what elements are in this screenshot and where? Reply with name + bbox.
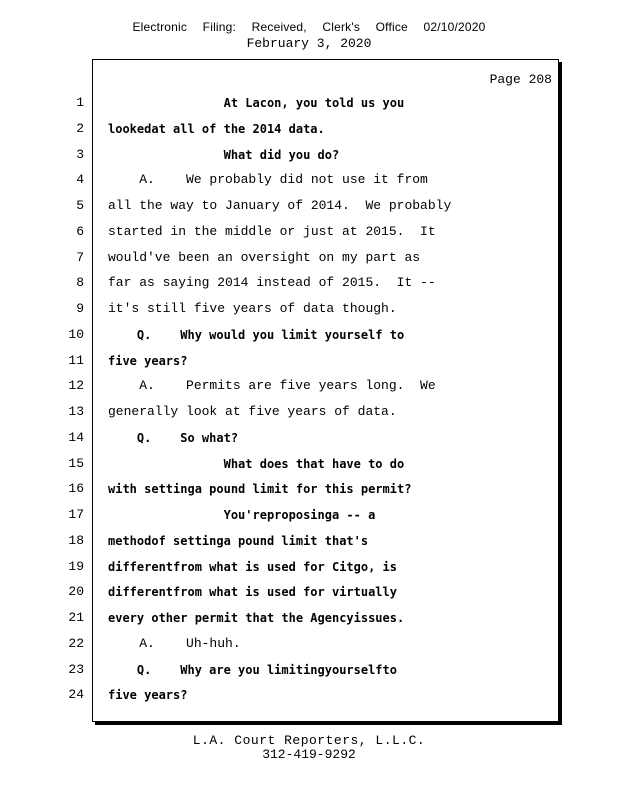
line-text: You'reproposinga -- a — [108, 508, 376, 522]
line-number: 17 — [68, 507, 84, 522]
line-number: 1 — [76, 95, 84, 110]
filing-stamp — [0, 20, 618, 34]
line-text: every other permit that the Agencyissues. — [108, 611, 405, 625]
line-text: started in the middle or just at 2015. It — [108, 224, 436, 239]
line-number: 7 — [76, 250, 84, 265]
line-text: Q. Why would you limit yourself to — [108, 328, 405, 342]
line-text: five years? — [108, 688, 188, 702]
page-number: Page 208 — [489, 72, 552, 87]
line-text: five years? — [108, 354, 188, 368]
transcript-date: February 3, 2020 — [246, 36, 372, 51]
line-number: 4 — [76, 172, 84, 187]
line-number: 21 — [68, 610, 84, 625]
line-number: 5 — [76, 198, 84, 213]
line-text: A. Uh-huh. — [108, 636, 241, 651]
line-number: 14 — [68, 430, 84, 445]
line-text: What does that have to do — [108, 457, 405, 471]
line-text: with settinga pound limit for this permit? — [108, 482, 412, 496]
line-text: differentfrom what is used for virtually — [108, 585, 397, 599]
line-number: 23 — [68, 662, 84, 677]
filing-word-1: Electronic — [132, 20, 188, 34]
filing-word-4: Clerk's — [322, 20, 361, 34]
line-number: 15 — [68, 456, 84, 471]
line-text: Q. So what? — [108, 431, 239, 445]
reporter-company: L.A. Court Reporters, L.L.C. — [192, 733, 426, 748]
line-number: 2 — [76, 121, 84, 136]
line-text: would've been an oversight on my part as — [108, 250, 421, 265]
reporter-phone: 312-419-9292 — [262, 747, 356, 762]
line-text: generally look at five years of data. — [108, 404, 397, 419]
line-number: 3 — [76, 147, 84, 162]
line-text: Q. Why are you limitingyourselfto — [108, 663, 397, 677]
line-text: A. Permits are five years long. We — [108, 378, 436, 393]
line-text: all the way to January of 2014. We probably — [108, 198, 452, 213]
line-number: 6 — [76, 224, 84, 239]
line-number: 13 — [68, 404, 84, 419]
line-number: 20 — [68, 584, 84, 599]
line-text: What did you do? — [108, 148, 340, 162]
line-number: 19 — [68, 559, 84, 574]
line-number: 22 — [68, 636, 84, 651]
line-number: 10 — [68, 327, 84, 342]
filing-word-5: Office — [375, 20, 408, 34]
line-number: 9 — [76, 301, 84, 316]
line-text: methodof settinga pound limit that's — [108, 534, 369, 548]
line-number: 24 — [68, 687, 84, 702]
line-text: differentfrom what is used for Citgo, is — [108, 560, 397, 574]
line-number: 12 — [68, 378, 84, 393]
line-text: At Lacon, you told us you — [108, 96, 405, 110]
line-number: 11 — [68, 353, 84, 368]
line-text: A. We probably did not use it from — [108, 172, 428, 187]
line-text: lookedat all of the 2014 data. — [108, 122, 325, 136]
filing-word-3: Received, — [251, 20, 307, 34]
filing-word-2: Filing: — [202, 20, 237, 34]
filing-word-6: 02/10/2020 — [423, 20, 486, 34]
line-number: 18 — [68, 533, 84, 548]
line-text: far as saying 2014 instead of 2015. It -- — [108, 275, 436, 290]
line-number: 16 — [68, 481, 84, 496]
line-number: 8 — [76, 275, 84, 290]
line-text: it's still five years of data though. — [108, 301, 397, 316]
